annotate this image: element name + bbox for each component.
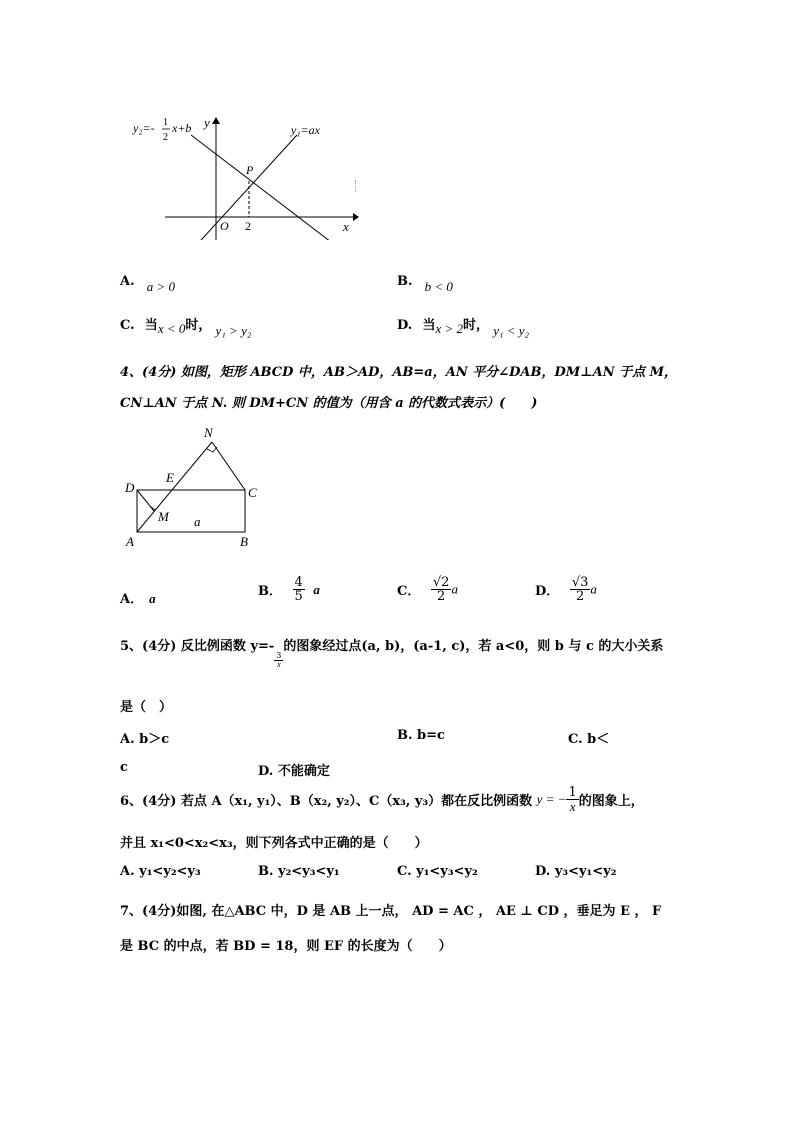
q5-text-line2: 是（ ） xyxy=(120,700,173,715)
origin-label: O xyxy=(220,219,229,233)
q6-option-d: D. y₃<y₁<y₂ xyxy=(535,864,617,879)
y-axis-arrow-icon xyxy=(212,117,220,124)
q5-option-a: A. b＞c xyxy=(120,732,170,747)
line-y2 xyxy=(191,135,331,240)
y1-label: y₁=ax xyxy=(291,123,320,137)
q4-option-a: A． a xyxy=(120,591,156,607)
q4-text-line2: CN⊥AN 于点 N. 则 DM+CN 的值为（用含 a 的代数式表示）( ) xyxy=(120,396,538,411)
q6-option-c: C. y₁<y₃<y₂ xyxy=(397,864,478,879)
x-axis-arrow-icon xyxy=(353,213,359,221)
label-b: B xyxy=(240,534,248,549)
label-n: N xyxy=(204,425,213,440)
y2-frac-den: 2 xyxy=(163,132,168,143)
q6-option-a: A. y₁<y₂<y₃ xyxy=(120,864,201,879)
q4-text-line1: 4、(4分) 如图，矩形 ABCD 中，AB＞AD，AB=a，AN 平分∠DAB，DM⊥AN 于点 M， xyxy=(120,365,678,380)
q4-option-c: C． $\frac{√2}{2}$ a xyxy=(397,575,458,604)
label-c: C xyxy=(248,485,257,500)
q4-option-b: B． $\frac{4}{5}$ a xyxy=(258,575,320,604)
q3-option-a: A. a > 0 xyxy=(120,274,176,294)
line-an xyxy=(137,442,212,532)
line-nc xyxy=(212,442,245,490)
rectangle-abcd xyxy=(137,490,245,532)
y2-frac-num: 1 xyxy=(163,117,168,128)
q5-text-line1: 5、(4分) 反比例函数 y=- $\frac{3}{x}$ 的图象经过点(a, b)，(a-1, c)，若 a<0，则 b 与 c 的大小关系 xyxy=(120,639,664,669)
q5-option-c-wrap: c xyxy=(120,760,128,775)
q3-option-b: B. b < 0 xyxy=(397,274,453,294)
q7-text-line1: 7、(4分)如图, 在△ABC 中，D 是 AB 上一点， AD = AC ， AE ⊥ CD ，垂足为 E ， F xyxy=(120,904,662,919)
q5-option-c: C. b＜ xyxy=(568,732,610,747)
y-axis-label: y xyxy=(204,115,210,130)
faint-dots xyxy=(355,180,358,192)
label-a-side: a xyxy=(194,514,201,529)
q3-option-d: D. 当x > 2时， y₁ < y₂ xyxy=(397,318,530,338)
tick-2-label: 2 xyxy=(245,219,251,233)
q7-text-line2: 是 BC 的中点，若 BD = 18，则 EF 的长度为（ ） xyxy=(120,939,452,954)
y2-label: y₂=- xyxy=(133,121,155,135)
q4-rectangle-figure xyxy=(118,422,268,552)
x-axis-label: x xyxy=(343,219,349,234)
q3-option-c: C. 当x < 0时， y₁ > y₂ xyxy=(120,318,252,338)
label-d: D xyxy=(125,480,135,495)
label-a: A xyxy=(126,534,134,549)
y2-tail: x+b xyxy=(172,121,192,135)
q6-text-line2: 并且 x₁<0<x₂<x₃，则下列各式中正确的是（ ） xyxy=(120,836,428,851)
q5-option-b: B. b=c xyxy=(397,728,445,743)
q4-option-d: D． $\frac{√3}{2}$ a xyxy=(535,575,597,604)
q5-option-d: D. 不能确定 xyxy=(258,764,330,779)
line-dm xyxy=(137,490,154,511)
point-p-label: P xyxy=(246,163,254,177)
label-e: E xyxy=(166,470,174,485)
q6-text-line1: 6、(4分) 若点 A（x₁, y₁）、B（x₂, y₂）、C（x₃, y₃）都在反比例函数 y = − $\frac{1}{x}$ 的图象上， xyxy=(120,785,644,814)
label-m: M xyxy=(158,509,169,524)
q6-option-b: B. y₂<y₃<y₁ xyxy=(258,864,340,879)
q3-line-graph xyxy=(125,110,365,240)
